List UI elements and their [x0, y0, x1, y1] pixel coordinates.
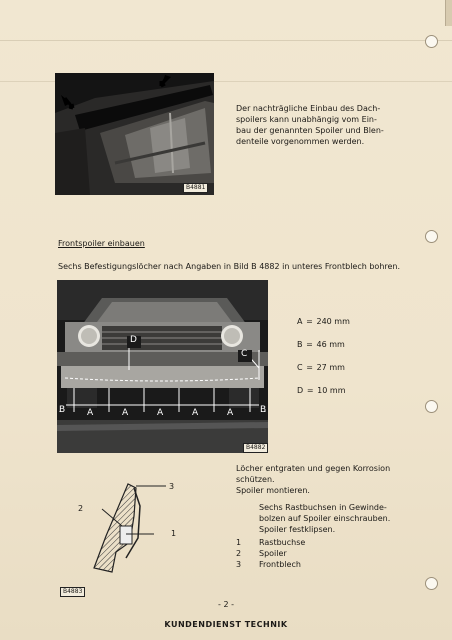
- page-number: - 2 -: [218, 600, 234, 609]
- legend-item: [236, 537, 305, 548]
- binder-tab: [445, 0, 452, 26]
- legend-number: 1: [236, 538, 242, 547]
- legend-label: Rastbuchse: [259, 538, 306, 547]
- punch-hole: [425, 577, 438, 590]
- punch-hole: [425, 400, 438, 413]
- caption-line: spoilers kann unabhängig vom Ein-: [236, 115, 377, 124]
- dimension-row: [297, 386, 350, 409]
- caption-line: Der nachträgliche Einbau des Dach-: [236, 104, 381, 113]
- step-line: schützen.: [236, 475, 275, 484]
- dimension-value: 27 mm: [316, 363, 345, 372]
- marker-a: A: [87, 408, 94, 418]
- step-line: Spoiler montieren.: [236, 486, 310, 495]
- legend-label: Frontblech: [259, 560, 301, 569]
- marker-a: A: [227, 408, 234, 418]
- diagram-number: 3: [169, 482, 175, 491]
- photo-label: B4882: [243, 443, 268, 453]
- dimension-equals: =: [306, 317, 313, 326]
- dimension-row: [297, 340, 350, 363]
- footer-title: KUNDENDIENST TECHNIK: [164, 620, 288, 629]
- diagram-label: B4883: [60, 587, 85, 597]
- marker-c: C: [241, 349, 248, 359]
- dimension-list: [297, 317, 350, 409]
- marker-b-left: B: [59, 405, 66, 415]
- marker-d: D: [130, 335, 137, 345]
- dimension-equals: =: [306, 363, 313, 372]
- step-line: Löcher entgraten und gegen Korrosion: [236, 464, 391, 473]
- legend-label: Spoiler: [259, 549, 287, 558]
- step-line: Spoiler festklipsen.: [259, 525, 336, 534]
- marker-a: A: [192, 408, 199, 418]
- dimension-equals: =: [306, 340, 313, 349]
- legend-number: 2: [236, 549, 242, 558]
- photo-label: B4881: [183, 183, 208, 193]
- dimension-row: [297, 317, 350, 340]
- dimension-letter: A: [297, 317, 303, 326]
- caption-line: bau der genannten Spoiler und Blen-: [236, 126, 384, 135]
- dimension-value: 46 mm: [316, 340, 345, 349]
- punch-hole: [425, 35, 438, 48]
- steps-block: [236, 463, 390, 496]
- dimension-value: 240 mm: [316, 317, 350, 326]
- marker-a: A: [122, 408, 129, 418]
- section-heading: Frontspoiler einbauen: [58, 239, 145, 248]
- roof-spoiler-photo: [55, 73, 214, 195]
- diagram-number: 1: [171, 529, 177, 538]
- dimension-row: [297, 363, 350, 386]
- dimension-value: 10 mm: [317, 386, 346, 395]
- dimension-letter: B: [297, 340, 303, 349]
- spoiler-cross-section-diagram: [78, 476, 188, 584]
- step-line: bolzen auf Spoiler einschrauben.: [259, 514, 391, 523]
- dimension-equals: =: [306, 386, 314, 395]
- instruction-text: Sechs Befestigungslöcher nach Angaben in Bild B 4882 in unteres Frontblech bohren.: [58, 262, 401, 271]
- caption-line: denteile vorgenommen werden.: [236, 137, 365, 146]
- legend-item: [236, 559, 305, 570]
- car-front-photo: [57, 280, 268, 453]
- punch-hole: [425, 230, 438, 243]
- step-line: Sechs Rastbuchsen in Gewinde-: [259, 503, 387, 512]
- dimension-letter: C: [297, 363, 303, 372]
- dimension-letter: D: [297, 386, 304, 395]
- roof-spoiler-caption: [236, 103, 384, 147]
- legend-number: 3: [236, 560, 242, 569]
- legend-item: [236, 548, 305, 559]
- marker-b-right: B: [260, 405, 267, 415]
- legend: [236, 537, 305, 570]
- marker-a: A: [157, 408, 164, 418]
- steps-block-2: [259, 502, 390, 535]
- diagram-number: 2: [78, 504, 84, 513]
